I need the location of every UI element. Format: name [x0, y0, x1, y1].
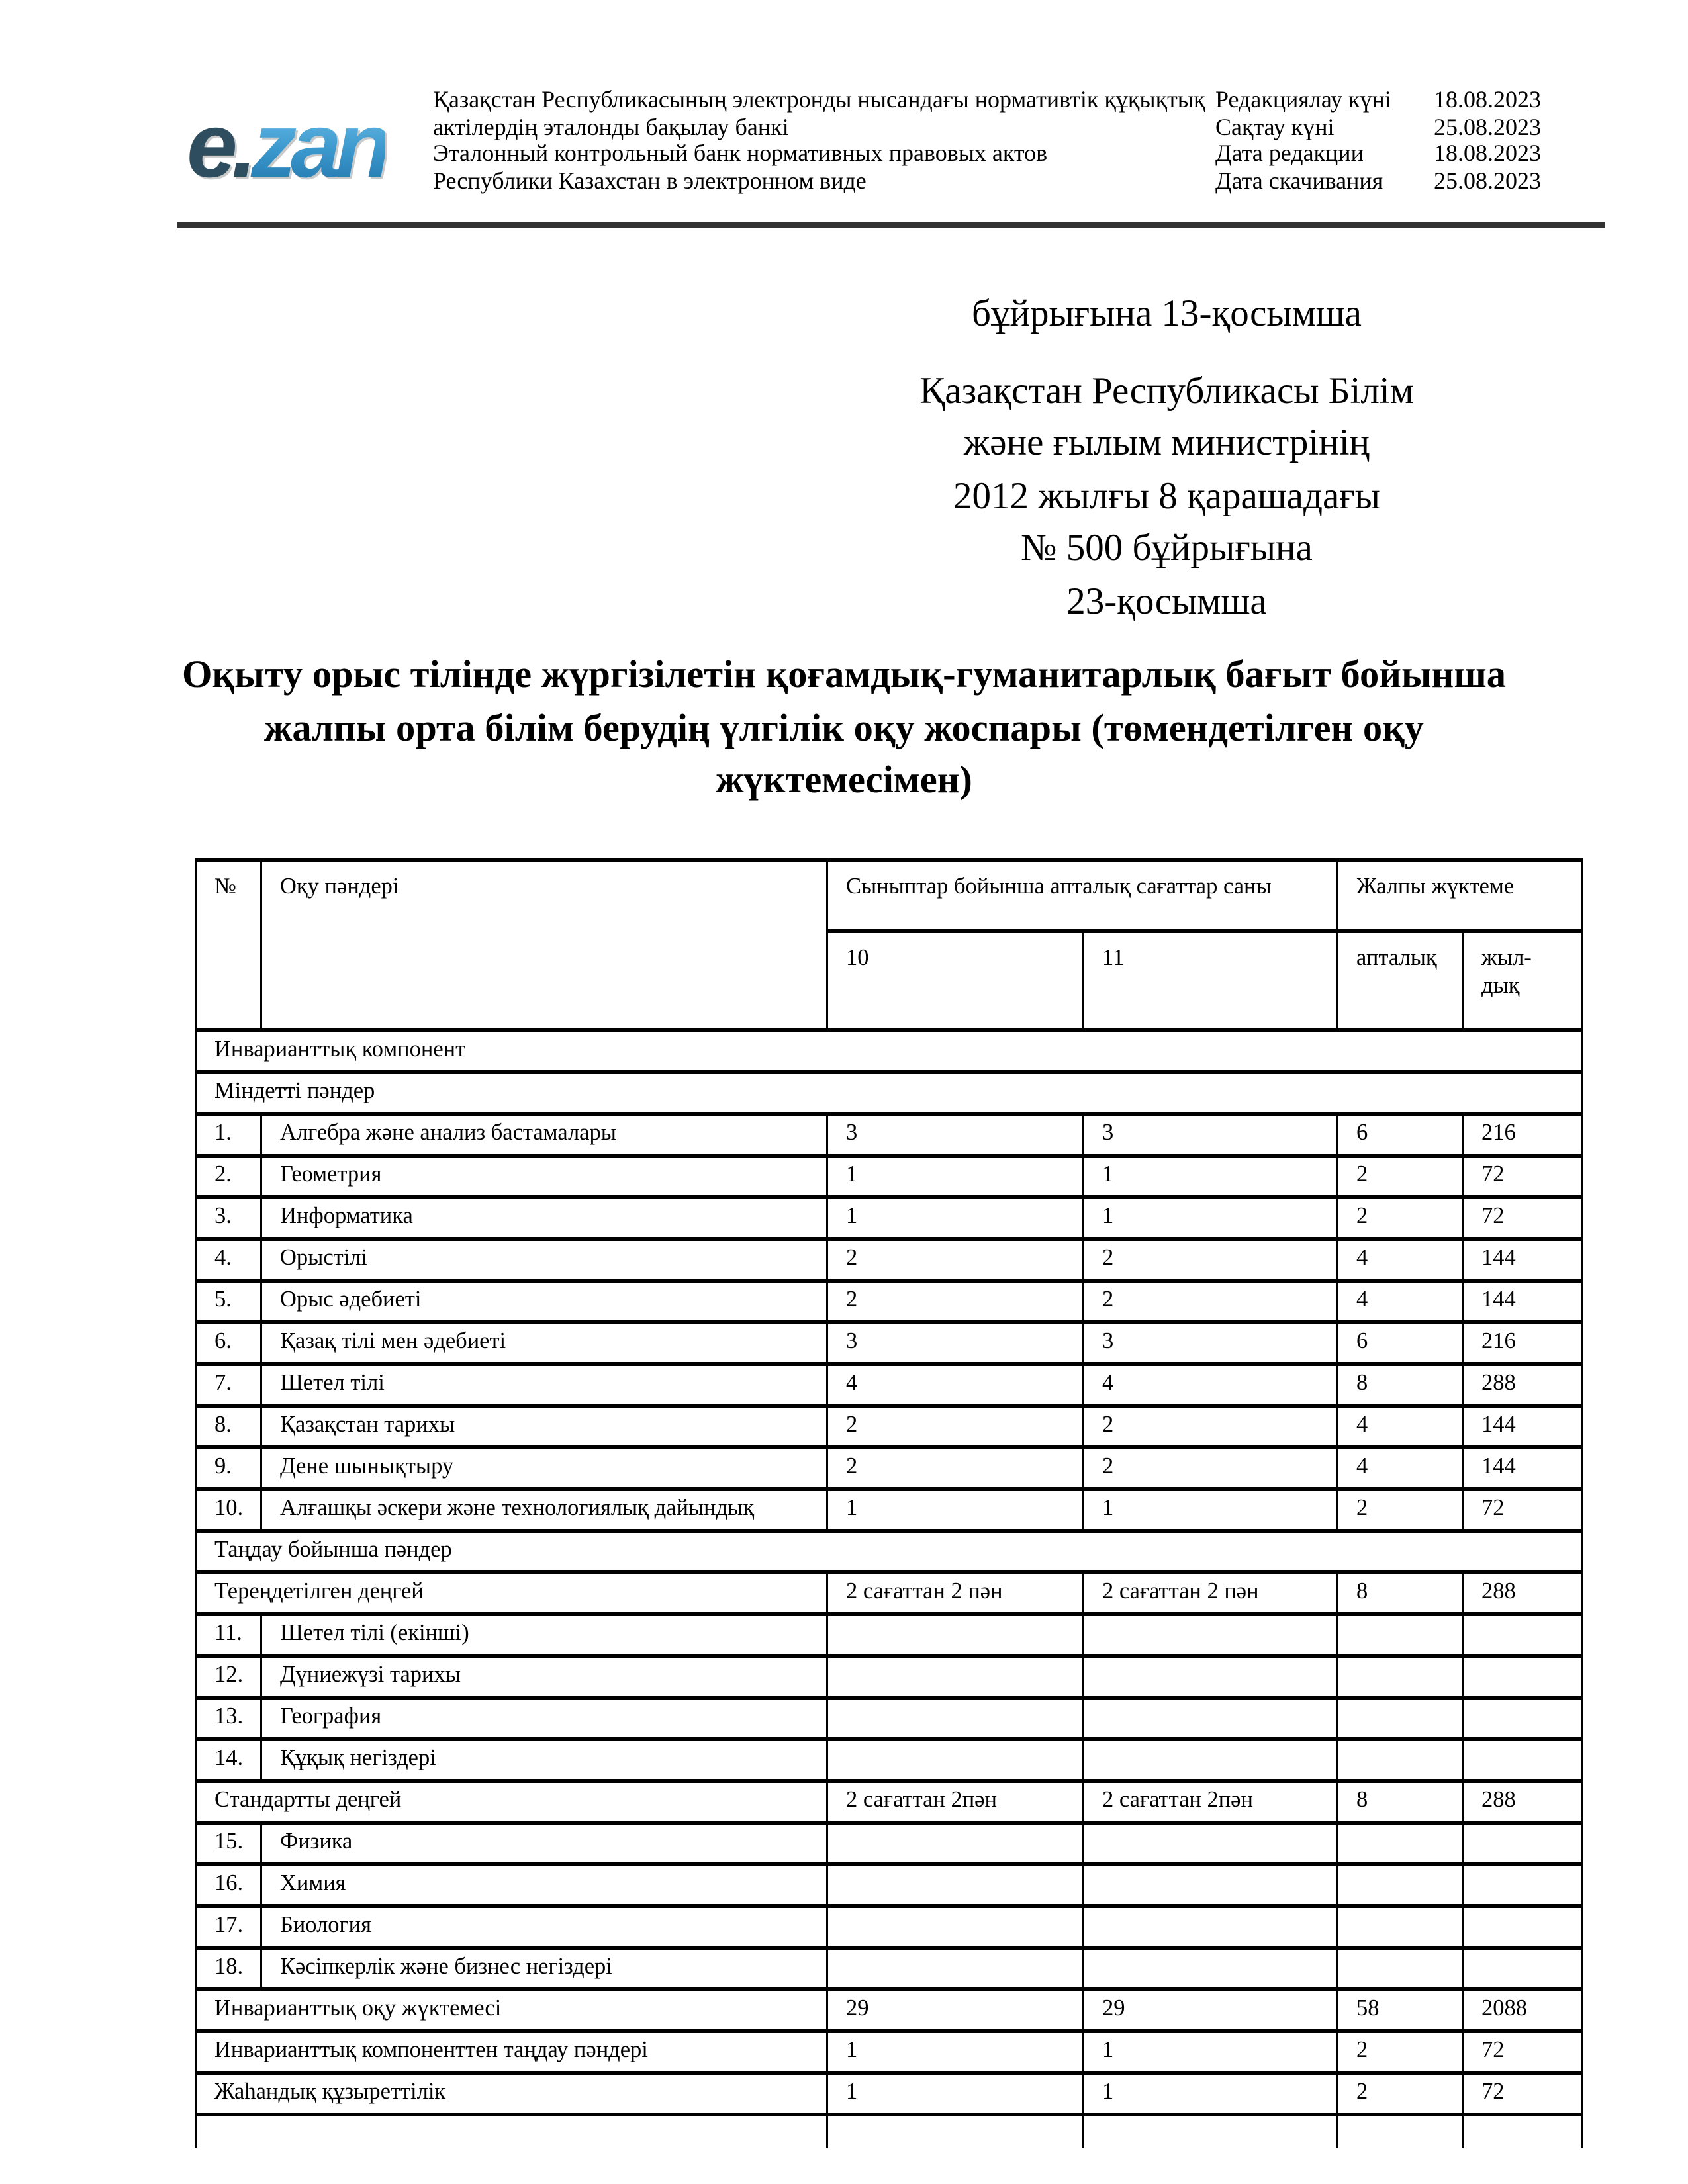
table-row	[196, 1864, 1582, 1906]
row-number-cell: 17.	[196, 1906, 261, 1948]
col-header-yearly	[1463, 931, 1582, 1030]
grade10-cell	[827, 1739, 1084, 1781]
weekly-cell: 4	[1338, 1281, 1463, 1322]
grade11-cell: 29	[1084, 1989, 1338, 2031]
subject-cell: Дене шынықтыру	[261, 1447, 827, 1489]
col-header-yearly-line1: жыл-	[1481, 947, 1532, 971]
table-row	[196, 1948, 1582, 1989]
weekly-cell: 6	[1338, 1322, 1463, 1364]
subject-cell: Алғашқы әскери және технологиялық дайындық	[261, 1489, 827, 1531]
grade10-cell: 1	[827, 2031, 1084, 2073]
row-number-cell: 2.	[196, 1156, 261, 1197]
weekly-cell	[1338, 1656, 1463, 1698]
appendix-line: № 500 бұйрығына	[1021, 528, 1313, 570]
grade11-cell: 3	[1084, 1322, 1338, 1364]
yearly-cell: 144	[1463, 1281, 1582, 1322]
grade10-cell: 3	[827, 1322, 1084, 1364]
grade11-cell: 1	[1084, 1197, 1338, 1239]
yearly-cell: 72	[1463, 1156, 1582, 1197]
page-title	[149, 651, 1539, 809]
table-row	[196, 1406, 1582, 1447]
appendix-line: 2012 жылғы 8 қарашадағы	[953, 475, 1380, 518]
subject-cell: Құқық негіздері	[261, 1739, 827, 1781]
weekly-cell	[1338, 1698, 1463, 1739]
row-number-cell: 9.	[196, 1447, 261, 1489]
subject-cell: Кәсіпкерлік және бизнес негіздері	[261, 1948, 827, 1989]
yearly-cell	[1463, 1614, 1582, 1656]
grade11-cell	[1084, 2115, 1338, 2148]
weekly-cell	[1338, 1823, 1463, 1864]
bank-description	[433, 87, 1227, 195]
grade10-cell: 3	[827, 1114, 1084, 1156]
date-label: Редакциялау күні	[1215, 85, 1391, 113]
appendix-line: Қазақстан Республикасы Білім	[919, 370, 1414, 412]
weekly-cell: 8	[1338, 1781, 1463, 1823]
yearly-cell	[1463, 1823, 1582, 1864]
grade11-cell	[1084, 1739, 1338, 1781]
yearly-cell	[1463, 1656, 1582, 1698]
row-number-cell: 12.	[196, 1656, 261, 1698]
partial-row	[196, 2115, 1582, 2148]
row-number-cell: 10.	[196, 1489, 261, 1531]
header-row-groups	[196, 860, 1582, 931]
grade11-cell: 2	[1084, 1447, 1338, 1489]
yearly-cell	[1463, 1739, 1582, 1781]
grade10-cell: 2 сағаттан 2пән	[827, 1781, 1084, 1823]
grade10-cell: 4	[827, 1364, 1084, 1406]
grade11-cell: 1	[1084, 1489, 1338, 1531]
row-number-cell: 3.	[196, 1197, 261, 1239]
date-value: 18.08.2023	[1434, 139, 1541, 167]
table-row	[196, 1364, 1582, 1406]
grade11-cell	[1084, 1698, 1338, 1739]
table-row	[196, 1197, 1582, 1239]
table-row	[196, 1281, 1582, 1322]
subject-cell: Орыс әдебиеті	[261, 1281, 827, 1322]
yearly-cell	[1463, 2115, 1582, 2148]
grade11-cell: 1	[1084, 1156, 1338, 1197]
summary-row	[196, 1572, 1582, 1614]
row-number-cell: 13.	[196, 1698, 261, 1739]
table-header	[196, 860, 1582, 1030]
grade10-cell: 1	[827, 1489, 1084, 1531]
weekly-cell: 2	[1338, 2073, 1463, 2115]
row-number-cell: 5.	[196, 1281, 261, 1322]
grade11-cell	[1084, 1906, 1338, 1948]
yearly-cell: 216	[1463, 1322, 1582, 1364]
table-row	[196, 1739, 1582, 1781]
title-line: жалпы орта білім берудің үлгілік оқу жоспары (төмендетілген оқу	[263, 707, 1425, 750]
row-label-cell: Инварианттық оқу жүктемесі	[196, 1989, 827, 2031]
table-row	[196, 1906, 1582, 1948]
row-label-cell	[196, 2115, 827, 2148]
yearly-cell: 144	[1463, 1406, 1582, 1447]
title-line: Оқыту орыс тілінде жүргізілетін қоғамдық-гуманитарлық бағыт бойынша	[181, 655, 1506, 697]
bank-line: Қазақстан Республикасының электронды нысандағы нормативтік құқықтық	[433, 85, 1205, 113]
row-number-cell: 6.	[196, 1322, 261, 1364]
row-number-cell: 1.	[196, 1114, 261, 1156]
grade11-cell: 1	[1084, 2031, 1338, 2073]
appendix-block	[824, 290, 1509, 629]
weekly-cell: 4	[1338, 1406, 1463, 1447]
appendix-line: бұйрығына 13-қосымша	[971, 294, 1362, 336]
grade11-cell: 1	[1084, 2073, 1338, 2115]
table-row	[196, 1114, 1582, 1156]
row-label-cell: Жаһандық құзыреттілік	[196, 2073, 827, 2115]
weekly-cell: 8	[1338, 1364, 1463, 1406]
subject-cell: Қазақ тілі мен әдебиеті	[261, 1322, 827, 1364]
section-row	[196, 1531, 1582, 1572]
grade10-cell: 2	[827, 1239, 1084, 1281]
weekly-cell: 8	[1338, 1572, 1463, 1614]
weekly-cell	[1338, 1906, 1463, 1948]
col-header-grade10: 10	[827, 931, 1084, 1030]
subject-cell: Шетел тілі (екінші)	[261, 1614, 827, 1656]
yearly-cell: 288	[1463, 1781, 1582, 1823]
grade10-cell	[827, 1948, 1084, 1989]
weekly-cell	[1338, 1864, 1463, 1906]
yearly-cell: 72	[1463, 1197, 1582, 1239]
grade11-cell	[1084, 1864, 1338, 1906]
grade10-cell: 1	[827, 1156, 1084, 1197]
weekly-cell: 6	[1338, 1114, 1463, 1156]
yearly-cell: 72	[1463, 2031, 1582, 2073]
grade10-cell: 1	[827, 1197, 1084, 1239]
grade10-cell: 2	[827, 1447, 1084, 1489]
subject-cell: Химия	[261, 1864, 827, 1906]
section-row	[196, 1072, 1582, 1114]
row-number-cell: 15.	[196, 1823, 261, 1864]
grade11-cell: 4	[1084, 1364, 1338, 1406]
weekly-cell: 4	[1338, 1239, 1463, 1281]
yearly-cell: 288	[1463, 1572, 1582, 1614]
yearly-cell: 72	[1463, 1489, 1582, 1531]
grade10-cell	[827, 1614, 1084, 1656]
date-values	[1434, 87, 1541, 195]
subject-cell: Алгебра және анализ бастамалары	[261, 1114, 827, 1156]
weekly-cell: 2	[1338, 1156, 1463, 1197]
logo-prefix: e.	[187, 93, 252, 197]
header-divider	[177, 222, 1605, 228]
row-number-cell: 14.	[196, 1739, 261, 1781]
grade11-cell: 2	[1084, 1239, 1338, 1281]
row-number-cell: 7.	[196, 1364, 261, 1406]
col-header-subject: Оқу пәндері	[261, 860, 827, 1030]
subject-cell: Информатика	[261, 1197, 827, 1239]
row-label-cell: Стандартты деңгей	[196, 1781, 827, 1823]
grade10-cell	[827, 1823, 1084, 1864]
row-number-cell: 11.	[196, 1614, 261, 1656]
curriculum-table	[195, 858, 1583, 2148]
weekly-cell: 2	[1338, 1489, 1463, 1531]
subject-cell: Қазақстан тарихы	[261, 1406, 827, 1447]
table-row	[196, 1614, 1582, 1656]
yearly-cell: 288	[1463, 1364, 1582, 1406]
section-label-cell: Міндетті пәндер	[196, 1072, 1582, 1114]
weekly-cell: 58	[1338, 1989, 1463, 2031]
yearly-cell: 144	[1463, 1447, 1582, 1489]
yearly-cell	[1463, 1948, 1582, 1989]
yearly-cell	[1463, 1906, 1582, 1948]
grade11-cell: 2 сағаттан 2 пән	[1084, 1572, 1338, 1614]
weekly-cell	[1338, 2115, 1463, 2148]
weekly-cell	[1338, 1948, 1463, 1989]
grade10-cell	[827, 1864, 1084, 1906]
subject-cell: Физика	[261, 1823, 827, 1864]
date-label: Сақтау күні	[1215, 112, 1335, 140]
appendix-line: және ғылым министрінің	[963, 423, 1370, 465]
weekly-cell: 4	[1338, 1447, 1463, 1489]
yearly-cell: 72	[1463, 2073, 1582, 2115]
grade10-cell: 2	[827, 1281, 1084, 1322]
section-row	[196, 1030, 1582, 1072]
date-value: 18.08.2023	[1434, 85, 1541, 113]
subject-cell: Геометрия	[261, 1156, 827, 1197]
grade10-cell: 1	[827, 2073, 1084, 2115]
grade10-cell: 2	[827, 1406, 1084, 1447]
table-row	[196, 1698, 1582, 1739]
subject-cell: Орыстілі	[261, 1239, 827, 1281]
date-label: Дата скачивания	[1215, 166, 1383, 195]
table-row	[196, 1239, 1582, 1281]
yearly-cell	[1463, 1698, 1582, 1739]
bank-line: актілердің эталонды бақылау банкі	[433, 112, 789, 140]
row-label-cell: Инварианттық компоненттен таңдау пәндері	[196, 2031, 827, 2073]
grade10-cell	[827, 1698, 1084, 1739]
yearly-cell: 216	[1463, 1114, 1582, 1156]
appendix-line: 23-қосымша	[1066, 580, 1267, 623]
date-label: Дата редакции	[1215, 139, 1364, 167]
col-header-hours-group: Сыныптар бойынша апталық сағаттар саны	[827, 860, 1338, 931]
col-header-total-group: Жалпы жүктеме	[1338, 860, 1582, 931]
bank-line: Эталонный контрольный банк нормативных правовых актов	[433, 139, 1048, 167]
grade10-cell: 2 сағаттан 2 пән	[827, 1572, 1084, 1614]
grade11-cell	[1084, 1823, 1338, 1864]
weekly-cell	[1338, 1614, 1463, 1656]
yearly-cell	[1463, 1864, 1582, 1906]
grade10-cell	[827, 1656, 1084, 1698]
table-row	[196, 1489, 1582, 1531]
table-row	[196, 1322, 1582, 1364]
col-header-grade11: 11	[1084, 931, 1338, 1030]
subject-cell: Шетел тілі	[261, 1364, 827, 1406]
summary-row	[196, 1781, 1582, 1823]
grade11-cell: 3	[1084, 1114, 1338, 1156]
weekly-cell	[1338, 1739, 1463, 1781]
summary-row	[196, 1989, 1582, 2031]
col-header-yearly-line2: дық	[1481, 976, 1520, 1000]
grade11-cell: 2	[1084, 1281, 1338, 1322]
row-number-cell: 16.	[196, 1864, 261, 1906]
date-value: 25.08.2023	[1434, 112, 1541, 140]
date-labels	[1215, 87, 1391, 195]
row-number-cell: 4.	[196, 1239, 261, 1281]
weekly-cell: 2	[1338, 2031, 1463, 2073]
summary-row	[196, 2073, 1582, 2115]
grade11-cell: 2	[1084, 1406, 1338, 1447]
subject-cell: Дүниежүзі тарихы	[261, 1656, 827, 1698]
title-line: жүктемесімен)	[716, 760, 972, 802]
subject-cell: География	[261, 1698, 827, 1739]
ezan-logo	[187, 93, 386, 197]
row-number-cell: 8.	[196, 1406, 261, 1447]
subject-cell: Биология	[261, 1906, 827, 1948]
grade10-cell	[827, 2115, 1084, 2148]
grade11-cell	[1084, 1614, 1338, 1656]
logo-suffix: zan	[251, 93, 386, 197]
col-header-weekly: апталық	[1338, 931, 1463, 1030]
weekly-cell: 2	[1338, 1197, 1463, 1239]
col-header-num: №	[196, 860, 261, 1030]
table-row	[196, 1823, 1582, 1864]
yearly-cell: 2088	[1463, 1989, 1582, 2031]
grade10-cell	[827, 1906, 1084, 1948]
yearly-cell: 144	[1463, 1239, 1582, 1281]
section-label-cell: Инварианттық компонент	[196, 1030, 1582, 1072]
summary-row	[196, 2031, 1582, 2073]
table-row	[196, 1156, 1582, 1197]
grade11-cell	[1084, 1948, 1338, 1989]
bank-line: Республики Казахстан в электронном виде	[433, 166, 867, 195]
table-row	[196, 1656, 1582, 1698]
grade11-cell	[1084, 1656, 1338, 1698]
row-label-cell: Тереңдетілген деңгей	[196, 1572, 827, 1614]
row-number-cell: 18.	[196, 1948, 261, 1989]
grade11-cell: 2 сағаттан 2пән	[1084, 1781, 1338, 1823]
date-value: 25.08.2023	[1434, 166, 1541, 195]
section-label-cell: Таңдау бойынша пәндер	[196, 1531, 1582, 1572]
grade10-cell: 29	[827, 1989, 1084, 2031]
table-row	[196, 1447, 1582, 1489]
table-body	[196, 1030, 1582, 2148]
